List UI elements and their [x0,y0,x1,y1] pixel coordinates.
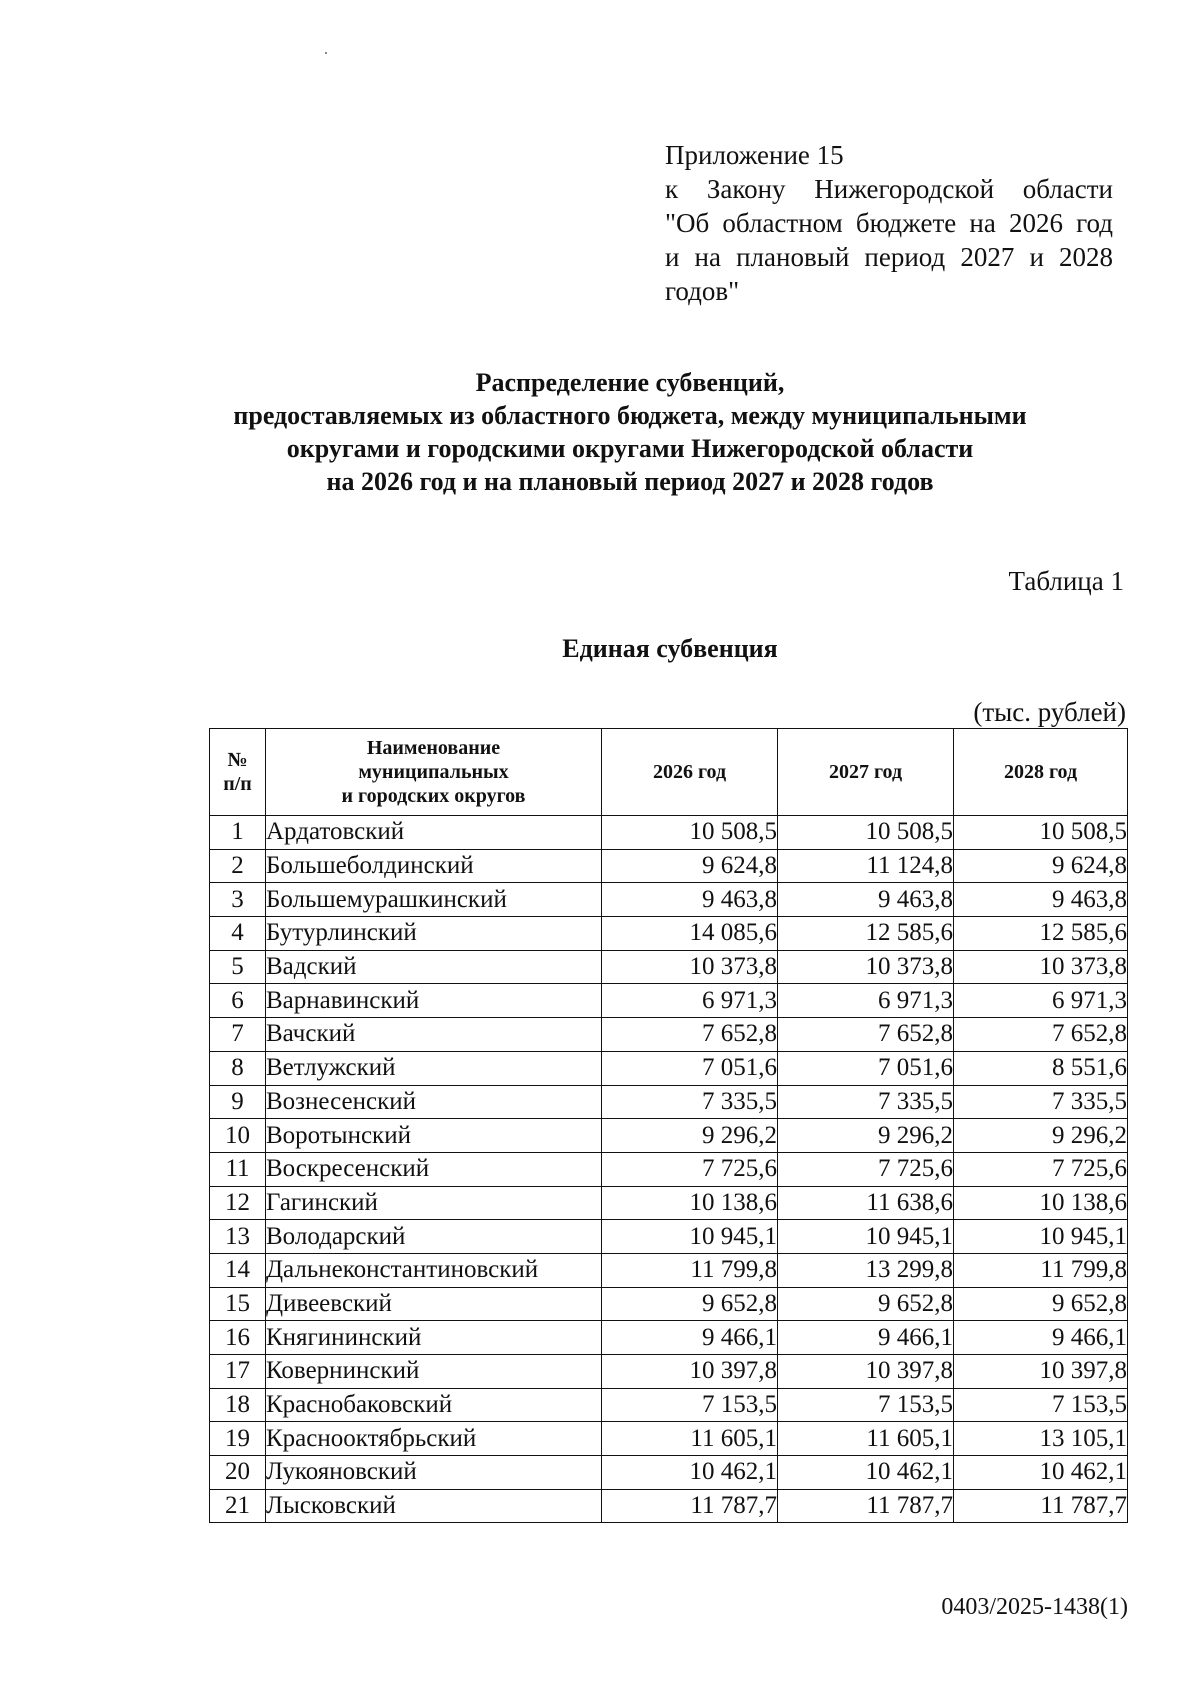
header-2028: 2028 год [954,729,1128,816]
district-name: Краснооктябрьский [266,1422,602,1456]
district-name: Лукояновский [266,1456,602,1490]
district-name: Бутурлинский [266,917,602,951]
value-2026: 14 085,6 [602,917,778,951]
document-code: 0403/2025-1438(1) [941,1594,1128,1620]
value-2027: 11 787,7 [778,1489,954,1523]
row-number: 12 [210,1186,266,1220]
table-body [210,816,1128,1523]
row-number: 16 [210,1321,266,1355]
district-name: Володарский [266,1220,602,1254]
value-2028: 9 296,2 [954,1119,1128,1153]
district-name: Большеболдинский [266,849,602,883]
value-2028: 10 397,8 [954,1355,1128,1389]
value-2028: 10 138,6 [954,1186,1128,1220]
value-2026: 10 508,5 [602,816,778,850]
table-row [210,1119,1128,1153]
value-2027: 11 124,8 [778,849,954,883]
district-name: Большемурашкинский [266,883,602,917]
value-2026: 10 462,1 [602,1456,778,1490]
value-2027: 9 296,2 [778,1119,954,1153]
value-2026: 11 605,1 [602,1422,778,1456]
table-row [210,1186,1128,1220]
table-row [210,917,1128,951]
value-2027: 7 335,5 [778,1085,954,1119]
appendix-line: Приложение 15 [665,140,844,170]
value-2026: 9 652,8 [602,1287,778,1321]
district-name: Ардатовский [266,816,602,850]
value-2028: 6 971,3 [954,984,1128,1018]
table-row [210,1287,1128,1321]
table-row [210,1018,1128,1052]
value-2027: 9 652,8 [778,1287,954,1321]
row-number: 14 [210,1253,266,1287]
value-2027: 10 508,5 [778,816,954,850]
appendix-header [665,138,1113,308]
row-number: 7 [210,1018,266,1052]
value-2028: 8 551,6 [954,1051,1128,1085]
value-2028: 11 799,8 [954,1253,1128,1287]
value-2027: 12 585,6 [778,917,954,951]
value-2027: 7 725,6 [778,1152,954,1186]
value-2026: 11 787,7 [602,1489,778,1523]
appendix-line: годов" [665,276,740,306]
value-2027: 9 466,1 [778,1321,954,1355]
value-2028: 13 105,1 [954,1422,1128,1456]
row-number: 4 [210,917,266,951]
value-2028: 9 466,1 [954,1321,1128,1355]
table-row [210,883,1128,917]
district-name: Княгининский [266,1321,602,1355]
table-row [210,1489,1128,1523]
district-name: Воротынский [266,1119,602,1153]
value-2028: 9 463,8 [954,883,1128,917]
value-2027: 11 638,6 [778,1186,954,1220]
row-number: 20 [210,1456,266,1490]
value-2026: 10 373,8 [602,950,778,984]
row-number: 10 [210,1119,266,1153]
value-2028: 7 335,5 [954,1085,1128,1119]
value-2028: 12 585,6 [954,917,1128,951]
row-number: 13 [210,1220,266,1254]
value-2028: 10 508,5 [954,816,1128,850]
header-2027: 2027 год [778,729,954,816]
table-row [210,1355,1128,1389]
title-line: предоставляемых из областного бюджета, между муниципальными [233,401,1027,430]
table-header-row [210,729,1128,816]
district-name: Вачский [266,1018,602,1052]
table-row [210,950,1128,984]
title-line: округами и городскими округами Нижегородской области [286,434,974,463]
row-number: 5 [210,950,266,984]
value-2027: 10 945,1 [778,1220,954,1254]
district-name: Воскресенский [266,1152,602,1186]
table-row [210,1253,1128,1287]
value-2026: 11 799,8 [602,1253,778,1287]
value-2027: 7 153,5 [778,1388,954,1422]
district-name: Ковернинский [266,1355,602,1389]
value-2027: 6 971,3 [778,984,954,1018]
value-2027: 10 462,1 [778,1456,954,1490]
table-row [210,1051,1128,1085]
district-name: Ветлужский [266,1051,602,1085]
value-2027: 13 299,8 [778,1253,954,1287]
header-name: Наименование муниципальных и городских округов [266,729,602,816]
scan-speck [325,52,327,54]
table-title: Единая субвенция [562,634,778,663]
table-row [210,1422,1128,1456]
value-2028: 10 462,1 [954,1456,1128,1490]
table-row [210,1152,1128,1186]
value-2028: 10 373,8 [954,950,1128,984]
value-2028: 9 652,8 [954,1287,1128,1321]
value-2026: 9 466,1 [602,1321,778,1355]
district-name: Вадский [266,950,602,984]
document-title [150,366,1110,498]
row-number: 19 [210,1422,266,1456]
value-2026: 9 296,2 [602,1119,778,1153]
value-2028: 9 624,8 [954,849,1128,883]
value-2027: 11 605,1 [778,1422,954,1456]
value-2028: 11 787,7 [954,1489,1128,1523]
value-2027: 7 652,8 [778,1018,954,1052]
table-row [210,1388,1128,1422]
subvention-table [209,728,1128,1523]
district-name: Краснобаковский [266,1388,602,1422]
value-2027: 10 373,8 [778,950,954,984]
district-name: Дивеевский [266,1287,602,1321]
value-2027: 7 051,6 [778,1051,954,1085]
header-num: № п/п [210,729,266,816]
value-2028: 10 945,1 [954,1220,1128,1254]
table-row [210,1321,1128,1355]
value-2026: 7 335,5 [602,1085,778,1119]
row-number: 15 [210,1287,266,1321]
row-number: 9 [210,1085,266,1119]
row-number: 1 [210,816,266,850]
table-row [210,1456,1128,1490]
district-name: Гагинский [266,1186,602,1220]
row-number: 8 [210,1051,266,1085]
district-name: Варнавинский [266,984,602,1018]
district-name: Лысковский [266,1489,602,1523]
row-number: 11 [210,1152,266,1186]
value-2027: 9 463,8 [778,883,954,917]
value-2026: 9 624,8 [602,849,778,883]
value-2026: 7 725,6 [602,1152,778,1186]
value-2027: 10 397,8 [778,1355,954,1389]
value-2026: 10 397,8 [602,1355,778,1389]
district-name: Вознесенский [266,1085,602,1119]
table-row [210,984,1128,1018]
table-label: Таблица 1 [1008,566,1124,596]
value-2026: 9 463,8 [602,883,778,917]
value-2028: 7 725,6 [954,1152,1128,1186]
value-2026: 10 138,6 [602,1186,778,1220]
header-2026: 2026 год [602,729,778,816]
value-2026: 7 153,5 [602,1388,778,1422]
row-number: 6 [210,984,266,1018]
value-2026: 10 945,1 [602,1220,778,1254]
title-line: Распределение субвенций, [475,368,785,397]
table-row [210,816,1128,850]
appendix-line: к Закону Нижегородской области [665,174,1113,204]
title-line: на 2026 год и на плановый период 2027 и 2028 годов [326,467,934,496]
district-name: Дальнеконстантиновский [266,1253,602,1287]
appendix-line: и на плановый период 2027 и 2028 [665,242,1113,272]
row-number: 17 [210,1355,266,1389]
value-2028: 7 153,5 [954,1388,1128,1422]
row-number: 21 [210,1489,266,1523]
value-2026: 7 051,6 [602,1051,778,1085]
appendix-line: "Об областном бюджете на 2026 год [665,208,1113,238]
value-2026: 7 652,8 [602,1018,778,1052]
units-label: (тыс. рублей) [973,697,1126,727]
value-2028: 7 652,8 [954,1018,1128,1052]
row-number: 2 [210,849,266,883]
row-number: 18 [210,1388,266,1422]
value-2026: 6 971,3 [602,984,778,1018]
table-row [210,1220,1128,1254]
table-row [210,1085,1128,1119]
table-row [210,849,1128,883]
row-number: 3 [210,883,266,917]
